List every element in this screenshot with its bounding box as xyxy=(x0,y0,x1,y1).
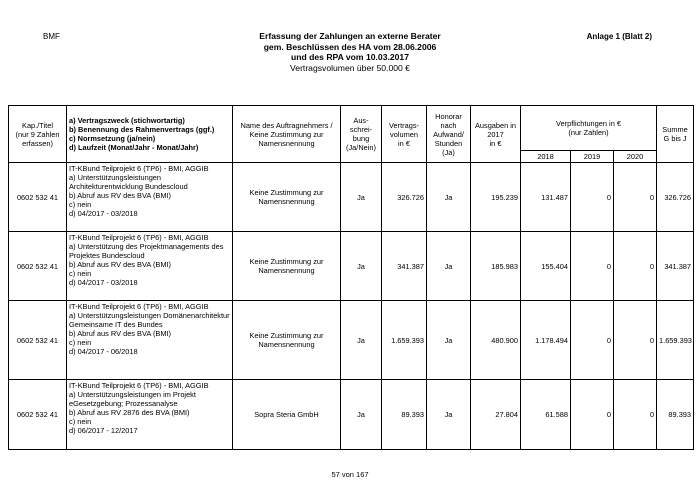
cell-auftragnehmer: Sopra Steria GmbH xyxy=(233,380,341,450)
cell-ausschreibung: Ja xyxy=(341,301,382,380)
cell-description: IT-KBund Teilprojekt 6 (TP6) - BMI, AGGIB a) Unterstützung des Projektmanagements des Projektes Bundescloud b) Abruf aus RV des BVA (BMI) c) nein d) 04/2017 - 03/2018 xyxy=(67,232,233,301)
cell-honorar: Ja xyxy=(427,232,471,301)
header-year-2020: 2020 xyxy=(614,151,657,163)
header-summe: Summe G bis J xyxy=(657,106,694,163)
header-auftragnehmer: Name des Auftragnehmers / Keine Zustimmung zur Namensnennung xyxy=(233,106,341,163)
cell-summe: 89.393 xyxy=(657,380,694,450)
header-vertragsvolumen: Vertrags- volumen in € xyxy=(382,106,427,163)
title-line: Erfassung der Zahlungen an externe Berater xyxy=(259,31,441,41)
cell-2019: 0 xyxy=(571,301,614,380)
cell-description: IT-KBund Teilprojekt 6 (TP6) - BMI, AGGIB a) Unterstützungsleistungen Architekturentwicklung Bundescloud b) Abruf aus RV des BVA (BMI) c) nein d) 04/2017 - 03/2018 xyxy=(67,163,233,232)
cell-kap: 0602 532 41 xyxy=(9,380,67,450)
cell-volumen: 326.726 xyxy=(382,163,427,232)
cell-ausgaben: 27.804 xyxy=(471,380,521,450)
cell-2019: 0 xyxy=(571,163,614,232)
page-number: 57 von 167 xyxy=(331,470,369,479)
cell-summe: 341.387 xyxy=(657,232,694,301)
title-line: gem. Beschlüssen des HA vom 28.06.2006 xyxy=(263,41,437,52)
cell-description: IT-KBund Teilprojekt 6 (TP6) - BMI, AGGIB a) Unterstützungsleistungen Domänenarchitektur Gemeinsame IT des Bundes b) Abruf aus RV des BVA (BMI) c) nein d) 04/2017 - 06/2018 xyxy=(67,301,233,380)
cell-ausgaben: 480.900 xyxy=(471,301,521,380)
cell-honorar: Ja xyxy=(427,163,471,232)
cell-auftragnehmer: Keine Zustimmung zur Namensnennung xyxy=(233,301,341,380)
cell-summe: 1.659.393 xyxy=(657,301,694,380)
table-row xyxy=(9,232,694,301)
payments-table xyxy=(8,105,694,450)
cell-kap: 0602 532 41 xyxy=(9,301,67,380)
header-ausschreibung: Aus- schrei- bung (Ja/Nein) xyxy=(341,106,382,163)
cell-honorar: Ja xyxy=(427,301,471,380)
cell-2018: 61.588 xyxy=(521,380,571,450)
cell-2018: 131.487 xyxy=(521,163,571,232)
cell-volumen: 1.659.393 xyxy=(382,301,427,380)
cell-2019: 0 xyxy=(571,232,614,301)
cell-2020: 0 xyxy=(614,380,657,450)
cell-description: IT-KBund Teilprojekt 6 (TP6) - BMI, AGGIB a) Unterstützungsleistungen im Projekt eGesetzgebung; Prozessanalyse b) Abruf aus RV 2876 des BVA (BMI) c) nein d) 06/2017 - 12/2017 xyxy=(67,380,233,450)
cell-2020: 0 xyxy=(614,301,657,380)
cell-2019: 0 xyxy=(571,380,614,450)
cell-2018: 1.178.494 xyxy=(521,301,571,380)
title-subtitle: Vertragsvolumen über 50.000 € xyxy=(290,62,410,73)
title-line: und des RPA vom 10.03.2017 xyxy=(291,52,409,63)
cell-ausschreibung: Ja xyxy=(341,232,382,301)
cell-ausschreibung: Ja xyxy=(341,380,382,450)
cell-2018: 155.404 xyxy=(521,232,571,301)
header-kap-titel: Kap./Titel (nur 9 Zahlen erfassen) xyxy=(9,106,67,163)
cell-kap: 0602 532 41 xyxy=(9,232,67,301)
header-year-2018: 2018 xyxy=(521,151,571,163)
cell-auftragnehmer: Keine Zustimmung zur Namensnennung xyxy=(233,232,341,301)
document-title xyxy=(200,31,500,73)
cell-auftragnehmer: Keine Zustimmung zur Namensnennung xyxy=(233,163,341,232)
cell-kap: 0602 532 41 xyxy=(9,163,67,232)
header-ausgaben: Ausgaben in 2017 in € xyxy=(471,106,521,163)
header-honorar: Honorar nach Aufwand/ Stunden (Ja) xyxy=(427,106,471,163)
attachment-label: Anlage 1 (Blatt 2) xyxy=(586,32,652,41)
cell-volumen: 89.393 xyxy=(382,380,427,450)
cell-summe: 326.726 xyxy=(657,163,694,232)
header-year-2019: 2019 xyxy=(571,151,614,163)
cell-2020: 0 xyxy=(614,163,657,232)
cell-2020: 0 xyxy=(614,232,657,301)
header-verpflichtungen: Verpflichtungen in € (nur Zahlen) xyxy=(521,106,657,151)
table-row xyxy=(9,163,694,232)
cell-ausgaben: 195.239 xyxy=(471,163,521,232)
header-vertragszweck: a) Vertragszweck (stichwortartig) b) Benennung des Rahmenvertrags (ggf.) c) Normsetzung (ja/nein) d) Laufzeit (Monat/Jahr - Monat/Jahr) xyxy=(67,106,233,163)
organization-label: BMF xyxy=(43,32,60,41)
table-row xyxy=(9,301,694,380)
cell-ausschreibung: Ja xyxy=(341,163,382,232)
cell-ausgaben: 185.983 xyxy=(471,232,521,301)
cell-volumen: 341.387 xyxy=(382,232,427,301)
table-row xyxy=(9,380,694,450)
cell-honorar: Ja xyxy=(427,380,471,450)
